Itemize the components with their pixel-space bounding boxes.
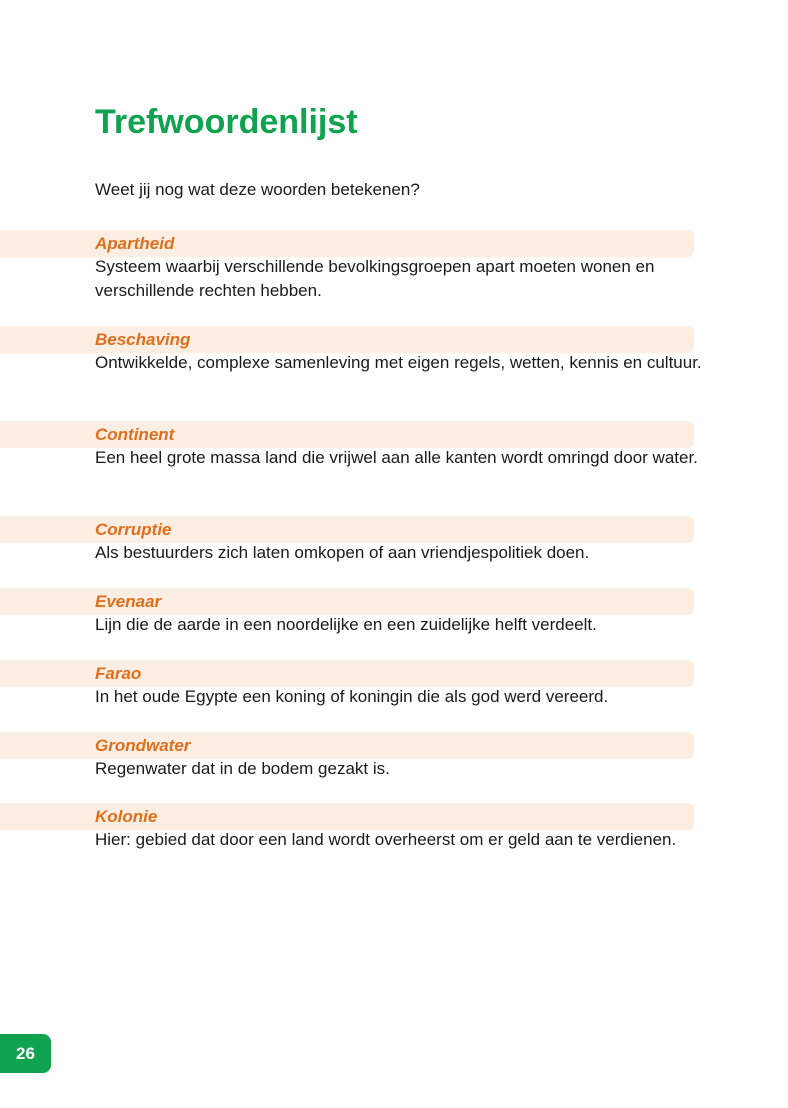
glossary-term: Continent	[95, 425, 175, 444]
page-number-badge: 26	[0, 1034, 51, 1073]
glossary-definition: Als bestuurders zich laten omkopen of aan vriendjespolitiek doen.	[95, 543, 590, 562]
glossary-entry-corruptie	[0, 516, 720, 565]
glossary-entry-apartheid	[0, 230, 720, 303]
glossary-entry-grondwater	[0, 732, 720, 781]
term-bar	[0, 660, 694, 687]
term-bar	[0, 803, 694, 830]
glossary-term: Corruptie	[95, 520, 172, 539]
glossary-definition: In het oude Egypte een koning of koningin die als god werd vereerd.	[95, 687, 609, 706]
glossary-entry-continent	[0, 421, 720, 470]
glossary-definition: Systeem waarbij verschillende bevolkingsgroepen apart moeten wonen en verschillende rechten hebben.	[95, 257, 655, 300]
glossary-entry-beschaving	[0, 326, 720, 375]
glossary-term: Grondwater	[95, 736, 191, 755]
glossary-definition: Een heel grote massa land die vrijwel aan alle kanten wordt omringd door water.	[95, 448, 698, 467]
term-bar	[0, 516, 694, 543]
glossary-term: Apartheid	[95, 234, 175, 253]
glossary-definition: Ontwikkelde, complexe samenleving met eigen regels, wetten, kennis en cultuur.	[95, 353, 702, 372]
glossary-entry-evenaar	[0, 588, 720, 637]
page-title: Trefwoordenlijst	[95, 103, 358, 141]
glossary-term: Evenaar	[95, 592, 162, 611]
glossary-entry-farao	[0, 660, 720, 709]
term-bar	[0, 732, 694, 759]
term-bar	[0, 326, 694, 353]
term-bar	[0, 230, 694, 257]
glossary-definition: Regenwater dat in de bodem gezakt is.	[95, 759, 390, 778]
glossary-entry-kolonie	[0, 803, 720, 852]
glossary-term: Beschaving	[95, 330, 191, 349]
glossary-term: Kolonie	[95, 807, 158, 826]
glossary-definition: Lijn die de aarde in een noordelijke en een zuidelijke helft verdeelt.	[95, 615, 597, 634]
term-bar	[0, 421, 694, 448]
glossary-term: Farao	[95, 664, 142, 683]
intro-text: Weet jij nog wat deze woorden betekenen?	[95, 180, 420, 199]
term-bar	[0, 588, 694, 615]
glossary-definition: Hier: gebied dat door een land wordt overheerst om er geld aan te verdienen.	[95, 830, 677, 849]
